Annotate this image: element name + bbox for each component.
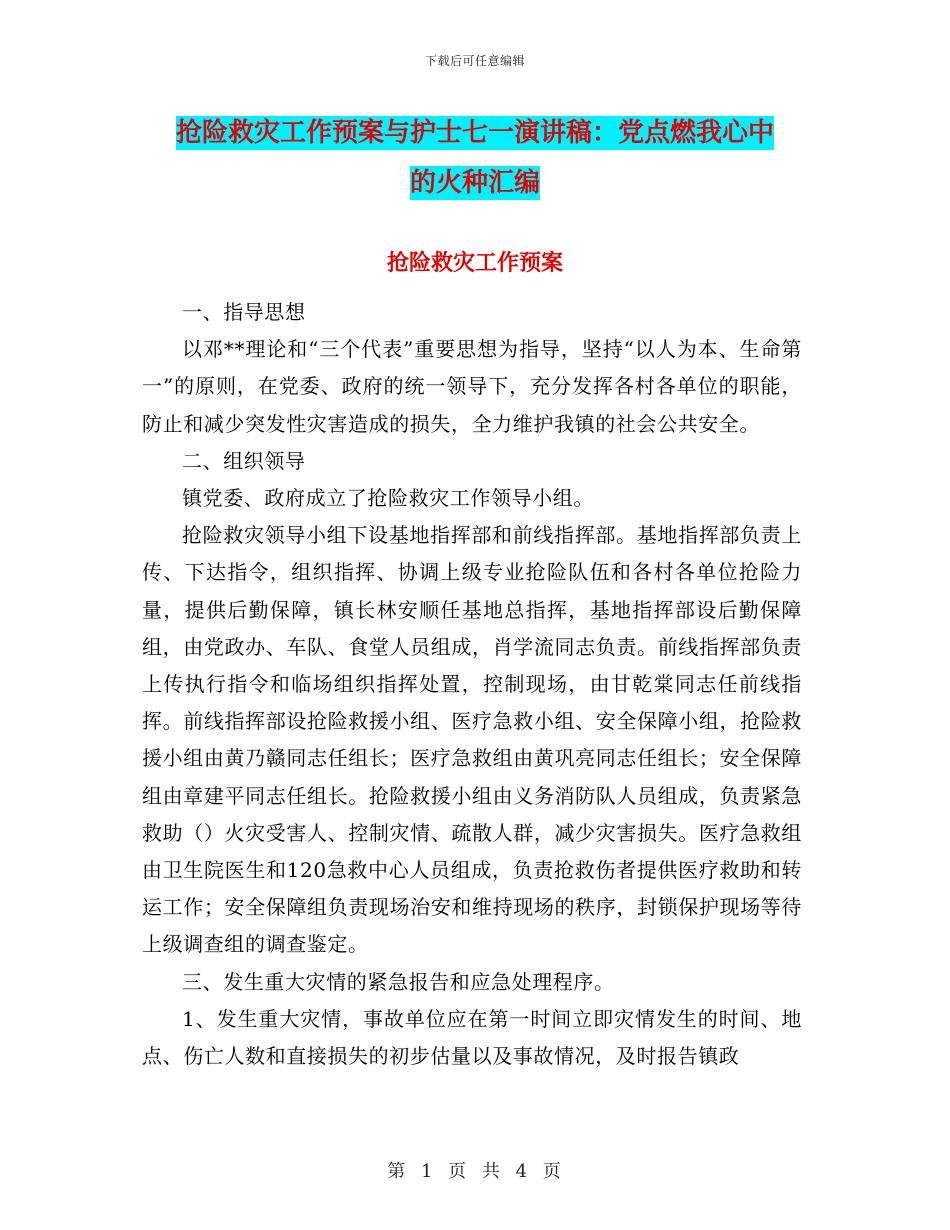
section-title: 抢险救灾工作预案 — [386, 250, 563, 276]
paragraph-heading-emergency-procedure: 三、发生重大灾情的紧急报告和应急处理程序。 — [182, 969, 615, 994]
paragraph: 镇党委、政府成立了抢险救灾工作领导小组。 — [182, 486, 594, 511]
paragraph-heading-guiding-ideology: 一、指导思想 — [182, 300, 306, 324]
page-number: 第 1 页 共 4 页 — [387, 1161, 563, 1182]
paragraph: 以邓**理论和“三个代表”重要思想为指导，坚持“以人为本、生命第一”的原则，在党委、政府的统一领导下，充分发挥各村各单位的职能，防止和减少突发性灾害造成的损失，全力维护我镇的社会公共安全。 — [142, 337, 802, 436]
page-header-note: 下载后可任意编辑 — [424, 54, 525, 68]
paragraph: 1、发生重大灾情，事故单位应在第一时间立即灾情发生的时间、地点、伤亡人数和直接损失的初步估量以及事故情况，及时报告镇政 — [142, 1006, 802, 1069]
document-title — [0, 108, 950, 208]
document-title-line-1: 抢险救灾工作预案与护士七一演讲稿：党点燃我心中 — [175, 118, 774, 148]
document-body — [142, 294, 802, 1075]
paragraph-heading-organization: 二、组织领导 — [182, 448, 306, 473]
paragraph: 抢险救灾领导小组下设基地指挥部和前线指挥部。基地指挥部负责上传、下达指令，组织指挥、协调上级专业抢险队伍和各村各单位抢险力量，提供后勤保障，镇长林安顺任基地总指挥，基地指挥部设后勤保障组，由党政办、车队、食堂人员组成，肖学流同志负责。前线指挥部负责上传执行指令和临场组织指挥处置，控制现场，由甘乾棠同志任前线指挥。前线指挥部设抢险救援小组、医疗急救小组、安全保障小组，抢险救援小组由黄乃赣同志任组长；医疗急救组由黄巩亮同志任组长；安全保障组由章建平同志任组长。抢险救援小组由义务消防队人员组成，负责紧急救助（）火灾受害人、控制灾情、疏散人群，减少灾害损失。医疗急救组由卫生院医生和120急救中心人员组成，负责抢救伤者提供医疗救助和转运工作；安全保障组负责现场治安和维持现场的秩序，封锁保护现场等待上级调查组的调查鉴定。 — [142, 523, 802, 957]
document-title-line-2: 的火种汇编 — [409, 168, 540, 198]
